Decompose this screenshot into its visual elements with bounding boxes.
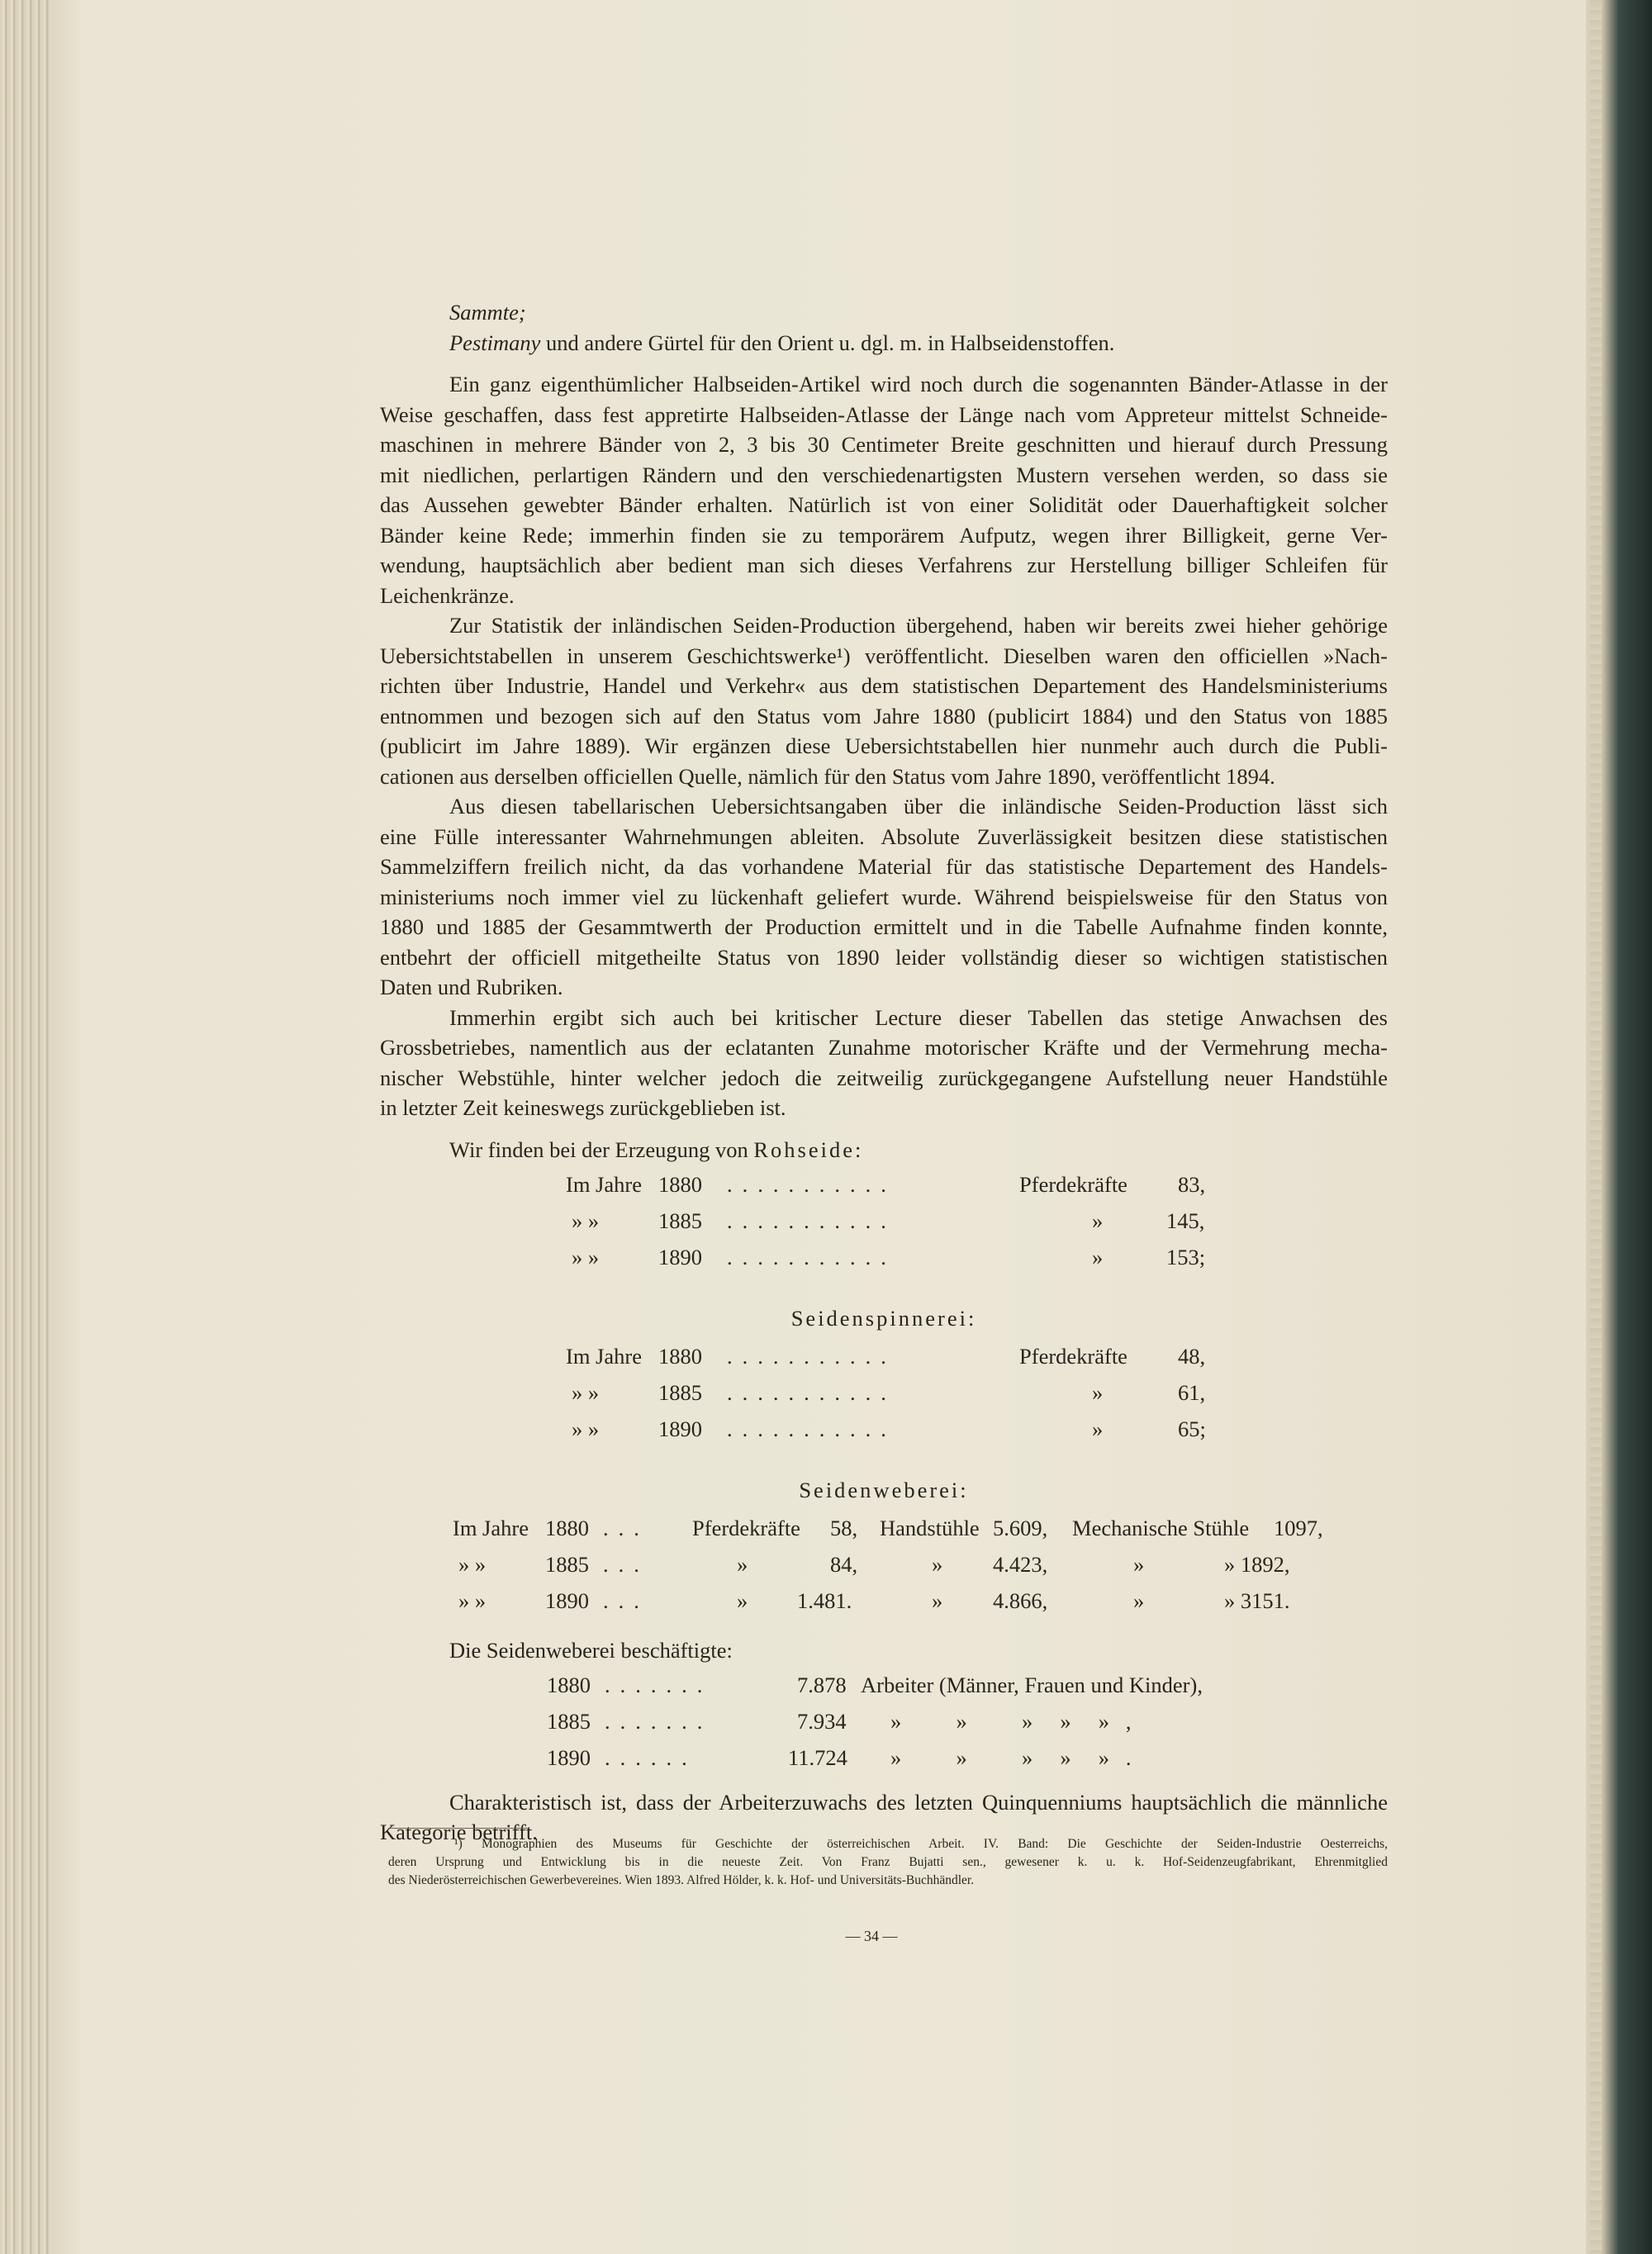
continuation-line-2 (380, 328, 1388, 358)
table-row (380, 1706, 1388, 1743)
book-edge-right-strip (1590, 0, 1602, 2254)
table-row (380, 1341, 1388, 1378)
page-number: — 34 — (845, 1928, 898, 1944)
row-label: » » (572, 1416, 600, 1441)
para-line: Charakteristisch ist, dass der Arbeiterzuwachs des letzten Quinquenniums hauptsächlich die männliche (449, 1789, 1388, 1815)
footnote-line: ¹) Monographien des Museums für Geschichte der österreichischen Arbeit. IV. Band: Die Geschichte der Seiden-Industrie Oesterreichs, (454, 1837, 1388, 1851)
mech-stuehle-value: 1097, (1274, 1515, 1323, 1540)
handstuehle-value: 4.866, (993, 1587, 1048, 1613)
row-year: 1880 (658, 1171, 702, 1197)
paragraph-wahrnehmungen (380, 791, 1388, 1003)
row-unit: Pferdekräfte (1019, 1343, 1127, 1369)
row-leader: ........... (727, 1416, 896, 1441)
handstuehle-value: 4.423, (993, 1551, 1048, 1577)
para-line: maschinen in mehrere Bänder von 2, 3 bis 30 Centimeter Breite geschnitten und hierauf durch Pressung (380, 432, 1388, 457)
para-line: Ein ganz eigenthümlicher Halbseiden-Artikel wird noch durch die sogenannten Bänder-Atlasse in der (449, 372, 1388, 396)
footnote (388, 1835, 1388, 1890)
para-line: ministeriums noch immer viel zu lückenhaft geliefert wurde. Während beispielsweise für den Status von (380, 884, 1388, 909)
paragraph-baender-atlasse (380, 369, 1388, 610)
row-leader: ........... (727, 1208, 896, 1233)
row-leader: ........... (727, 1244, 896, 1269)
paragraph-statistik (380, 610, 1388, 791)
row-year: 1890 (545, 1587, 589, 1613)
row-label: » » (572, 1379, 600, 1405)
row-text: Arbeiter (Männer, Frauen und Kinder), (861, 1672, 1203, 1697)
para-line: entbehrt der officiell mitgetheilte Status von 1890 leider vollständig dieser so wichtigen statistischen (380, 944, 1388, 970)
row-label: » » (458, 1551, 487, 1577)
para-line: mit niedlichen, perlartigen Rändern und den verschiedenartigsten Mustern versehen werden, so dass sie (380, 462, 1388, 487)
para-line: Leichenkränze. (380, 582, 515, 608)
beschaeftigte-table (380, 1670, 1388, 1779)
row-leader: ....... (605, 1672, 713, 1697)
para-line: (publicirt im Jahre 1889). Wir ergänzen diese Uebersichtstabellen hier nunmehr auch durch die Publi- (380, 733, 1388, 758)
row-value: 83, (1178, 1171, 1206, 1197)
para-line: Sammelziffern freilich nicht, da das vorhandene Material für das statistische Departement des Handels- (380, 854, 1388, 879)
para-line: wendung, hauptsächlich aber bedient man sich dieses Verfahrens zur Herstellung billiger Schleifen für (380, 553, 1388, 577)
para-line: Kategorie betrifft. (380, 1820, 538, 1844)
mech-stuehle-label: » (1133, 1551, 1145, 1577)
continuation-line-2-rest: und andere Gürtel für den Orient u. dgl. m. in Halbseidenstoffen. (540, 330, 1115, 355)
para-line: Zur Statistik der inländischen Seiden-Production übergehend, haben wir bereits zwei hieher gehörige (449, 613, 1388, 638)
spinnerei-heading: Seidenspinnerei: (790, 1305, 977, 1331)
row-leader: ........... (727, 1343, 896, 1369)
row-value: 7.934 (797, 1708, 847, 1734)
row-text: » » » » » , (890, 1708, 1132, 1734)
row-label: » » (572, 1208, 600, 1233)
footnote-divider (388, 1828, 529, 1829)
handstuehle-label: » (932, 1587, 943, 1613)
row-label: Im Jahre (453, 1515, 529, 1540)
row-label: Im Jahre (566, 1343, 642, 1369)
weberei-heading: Seidenweberei: (799, 1477, 969, 1502)
table-row (380, 1378, 1388, 1414)
para-line: richten über Industrie, Handel und Verkehr« aus dem statistischen Departement des Handelsministeriums (380, 673, 1388, 698)
row-value: 153; (1166, 1244, 1206, 1269)
footnote-line: deren Ursprung und Entwicklung bis in die neueste Zeit. Von Franz Bujatti sen., gewesener k. u. k. Hof-Seidenzeugfabrikant, Ehrenmitglied (388, 1855, 1388, 1869)
pferdekraefte-value: 84, (830, 1551, 858, 1577)
row-leader: ... (603, 1587, 649, 1613)
row-label: Im Jahre (566, 1171, 642, 1197)
footnote-line: des Niederösterreichischen Gewerbevereines. Wien 1893. Alfred Hölder, k. k. Hof- und Universitäts-Buchhändler. (388, 1873, 975, 1887)
row-unit: Pferdekräfte (1019, 1171, 1127, 1197)
row-year: 1885 (658, 1379, 702, 1405)
rohseide-intro (380, 1135, 1388, 1170)
row-value: 145, (1166, 1208, 1205, 1233)
row-unit: » (1092, 1416, 1104, 1441)
pferdekraefte-label: » (737, 1587, 748, 1613)
mech-stuehle-label: Mechanische Stühle (1072, 1515, 1250, 1540)
pferdekraefte-value: 1.481. (797, 1587, 852, 1613)
row-leader: ... (603, 1515, 649, 1540)
table-row (380, 1513, 1388, 1549)
book-edge-left (0, 0, 50, 2254)
pferdekraefte-label: » (737, 1551, 748, 1577)
row-label: » » (458, 1587, 487, 1613)
handstuehle-label: Handstühle (880, 1515, 980, 1540)
page-body (380, 297, 1388, 1848)
mech-stuehle-value: » 3151. (1224, 1587, 1290, 1613)
handstuehle-label: » (932, 1551, 943, 1577)
para-line: Immerhin ergibt sich auch bei kritischer Lecture dieser Tabellen das stetige Anwachsen des (449, 1004, 1388, 1030)
weberei-table (380, 1513, 1388, 1622)
para-line: in letzter Zeit keineswegs zurückgeblieben ist. (380, 1095, 786, 1120)
row-year: 1880 (545, 1515, 589, 1540)
table-row (380, 1670, 1388, 1706)
para-line: 1880 und 1885 der Gesammtwerth der Production ermittelt und in die Tabelle Aufnahme finden konnte, (380, 914, 1388, 939)
row-year: 1885 (545, 1551, 589, 1577)
para-line: Grossbetriebes, namentlich aus der eclatanten Zunahme motorischer Kräfte und der Vermehrung mecha- (380, 1035, 1388, 1060)
continuation-line-1: Sammte; (449, 300, 526, 325)
para-line: Weise geschaffen, dass fest appretirte Halbseiden-Atlasse der Länge nach vom Appreteur mittelst Schneide- (380, 401, 1388, 427)
para-line: nischer Webstühle, hinter welcher jedoch die zeitweilig zurückgegangene Aufstellung neuer Handstühle (380, 1065, 1388, 1090)
table-row (380, 1242, 1388, 1279)
row-leader: ........... (727, 1379, 896, 1405)
para-line: Aus diesen tabellarischen Uebersichtsangaben über die inländische Seiden-Production lässt sich (449, 794, 1388, 819)
para-line: eine Fülle interessanter Wahrnehmungen ableiten. Absolute Zuverlässigkeit besitzen diese statistischen (380, 823, 1388, 849)
row-year: 1880 (658, 1343, 702, 1369)
row-leader: ....... (605, 1708, 713, 1734)
row-text: » » » » » . (890, 1744, 1132, 1770)
beschaeftigte-intro: Die Seidenweberei beschäftigte: (449, 1637, 733, 1663)
mech-stuehle-value: » 1892, (1224, 1551, 1290, 1577)
para-line: entnommen und bezogen sich auf den Status vom Jahre 1880 (publicirt 1884) und den Status von 1885 (380, 703, 1388, 728)
row-value: 48, (1178, 1343, 1206, 1369)
para-line: Bänder keine Rede; immerhin finden sie zu temporärem Aufputz, wegen ihrer Billigkeit, gerne Ver- (380, 522, 1388, 548)
rohseide-intro-text: Wir finden bei der Erzeugung von (449, 1136, 754, 1162)
table-row (380, 1743, 1388, 1779)
row-value: 7.878 (797, 1672, 847, 1697)
row-year: 1885 (547, 1708, 591, 1734)
row-year: 1890 (658, 1244, 702, 1269)
pferdekraefte-value: 58, (830, 1515, 858, 1540)
rohseide-term: Rohseide: (753, 1136, 864, 1162)
paragraph-grossbetrieb (380, 1003, 1388, 1123)
row-value: 61, (1178, 1379, 1206, 1405)
pferdekraefte-label: Pferdekräfte (692, 1515, 800, 1540)
row-value: 65; (1178, 1416, 1206, 1441)
row-unit: » (1092, 1244, 1104, 1269)
para-line: Uebersichtstabellen in unserem Geschichtswerke¹) veröffentlicht. Dieselben waren den officiellen »Nach- (380, 643, 1388, 668)
row-year: 1880 (547, 1672, 591, 1697)
row-label: » » (572, 1244, 600, 1269)
table-row (380, 1414, 1388, 1450)
rohseide-table (380, 1170, 1388, 1279)
para-line: das Aussehen gewebter Bänder erhalten. Natürlich ist von einer Solidität oder Dauerhaftigkeit solcher (380, 492, 1388, 517)
table-row (380, 1586, 1388, 1622)
row-leader: ........... (727, 1171, 896, 1197)
mech-stuehle-label: » (1133, 1587, 1145, 1613)
row-year: 1890 (658, 1416, 702, 1441)
row-leader: ...... (605, 1744, 697, 1770)
table-row (380, 1170, 1388, 1206)
row-year: 1885 (658, 1208, 702, 1233)
para-line: cationen aus derselben officiellen Quelle, nämlich für den Status vom Jahre 1890, veröffentlicht 1894. (380, 763, 1275, 789)
handstuehle-value: 5.609, (993, 1515, 1048, 1540)
row-leader: ... (603, 1551, 649, 1577)
row-unit: » (1092, 1208, 1104, 1233)
spinnerei-table (380, 1341, 1388, 1450)
row-year: 1890 (547, 1744, 591, 1770)
row-value: 11.724 (788, 1744, 847, 1770)
pestimany-term: Pestimany (449, 330, 541, 355)
row-unit: » (1092, 1379, 1104, 1405)
para-line: Daten und Rubriken. (380, 975, 563, 999)
table-row (380, 1549, 1388, 1586)
table-row (380, 1206, 1388, 1242)
